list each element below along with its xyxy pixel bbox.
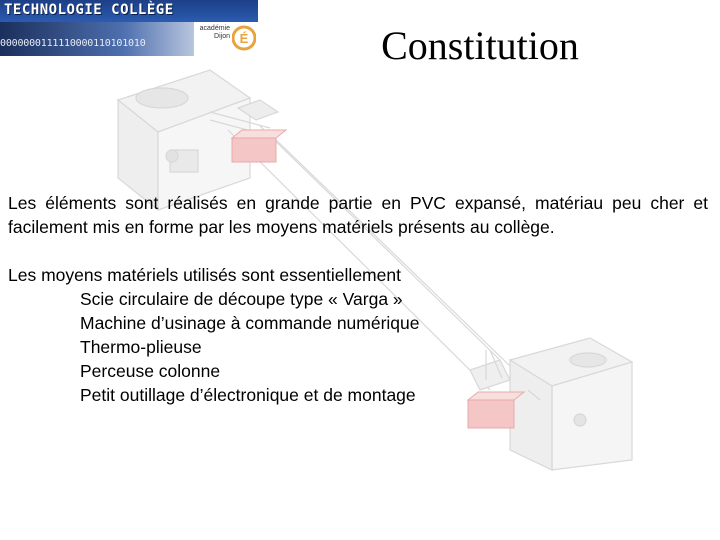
equipment-list xyxy=(80,287,420,407)
academy-emblem-letter: É xyxy=(239,31,249,46)
description-paragraph: Les éléments sont réalisés en grande partie en PVC expansé, matériau peu cher et facilement mis en forme par les moyens matériels présents au collège. xyxy=(8,193,708,237)
logo-title: TECHNOLOGIE COLLÈGE xyxy=(4,2,174,18)
academy-emblem-icon xyxy=(232,25,256,51)
logo-banner xyxy=(0,0,258,22)
list-item: Scie circulaire de découpe type « Varga » xyxy=(80,289,403,309)
academy-name: académie Dijon xyxy=(199,25,230,40)
logo-binary-text: 0000000111110000110101010 xyxy=(0,38,146,49)
logo-binary-strip xyxy=(0,22,205,56)
list-item: Machine d’usinage à commande numérique xyxy=(80,313,420,333)
technologie-college-logo xyxy=(0,0,258,56)
list-item: Petit outillage d’électronique et de montage xyxy=(80,385,416,405)
equipment-list-intro: Les moyens matériels utilisés sont essentiellement xyxy=(8,265,401,285)
list-item: Perceuse colonne xyxy=(80,361,221,381)
list-item: Thermo-plieuse xyxy=(80,337,202,357)
academy-logo xyxy=(194,22,258,56)
slide-title: Constitution xyxy=(381,23,579,68)
